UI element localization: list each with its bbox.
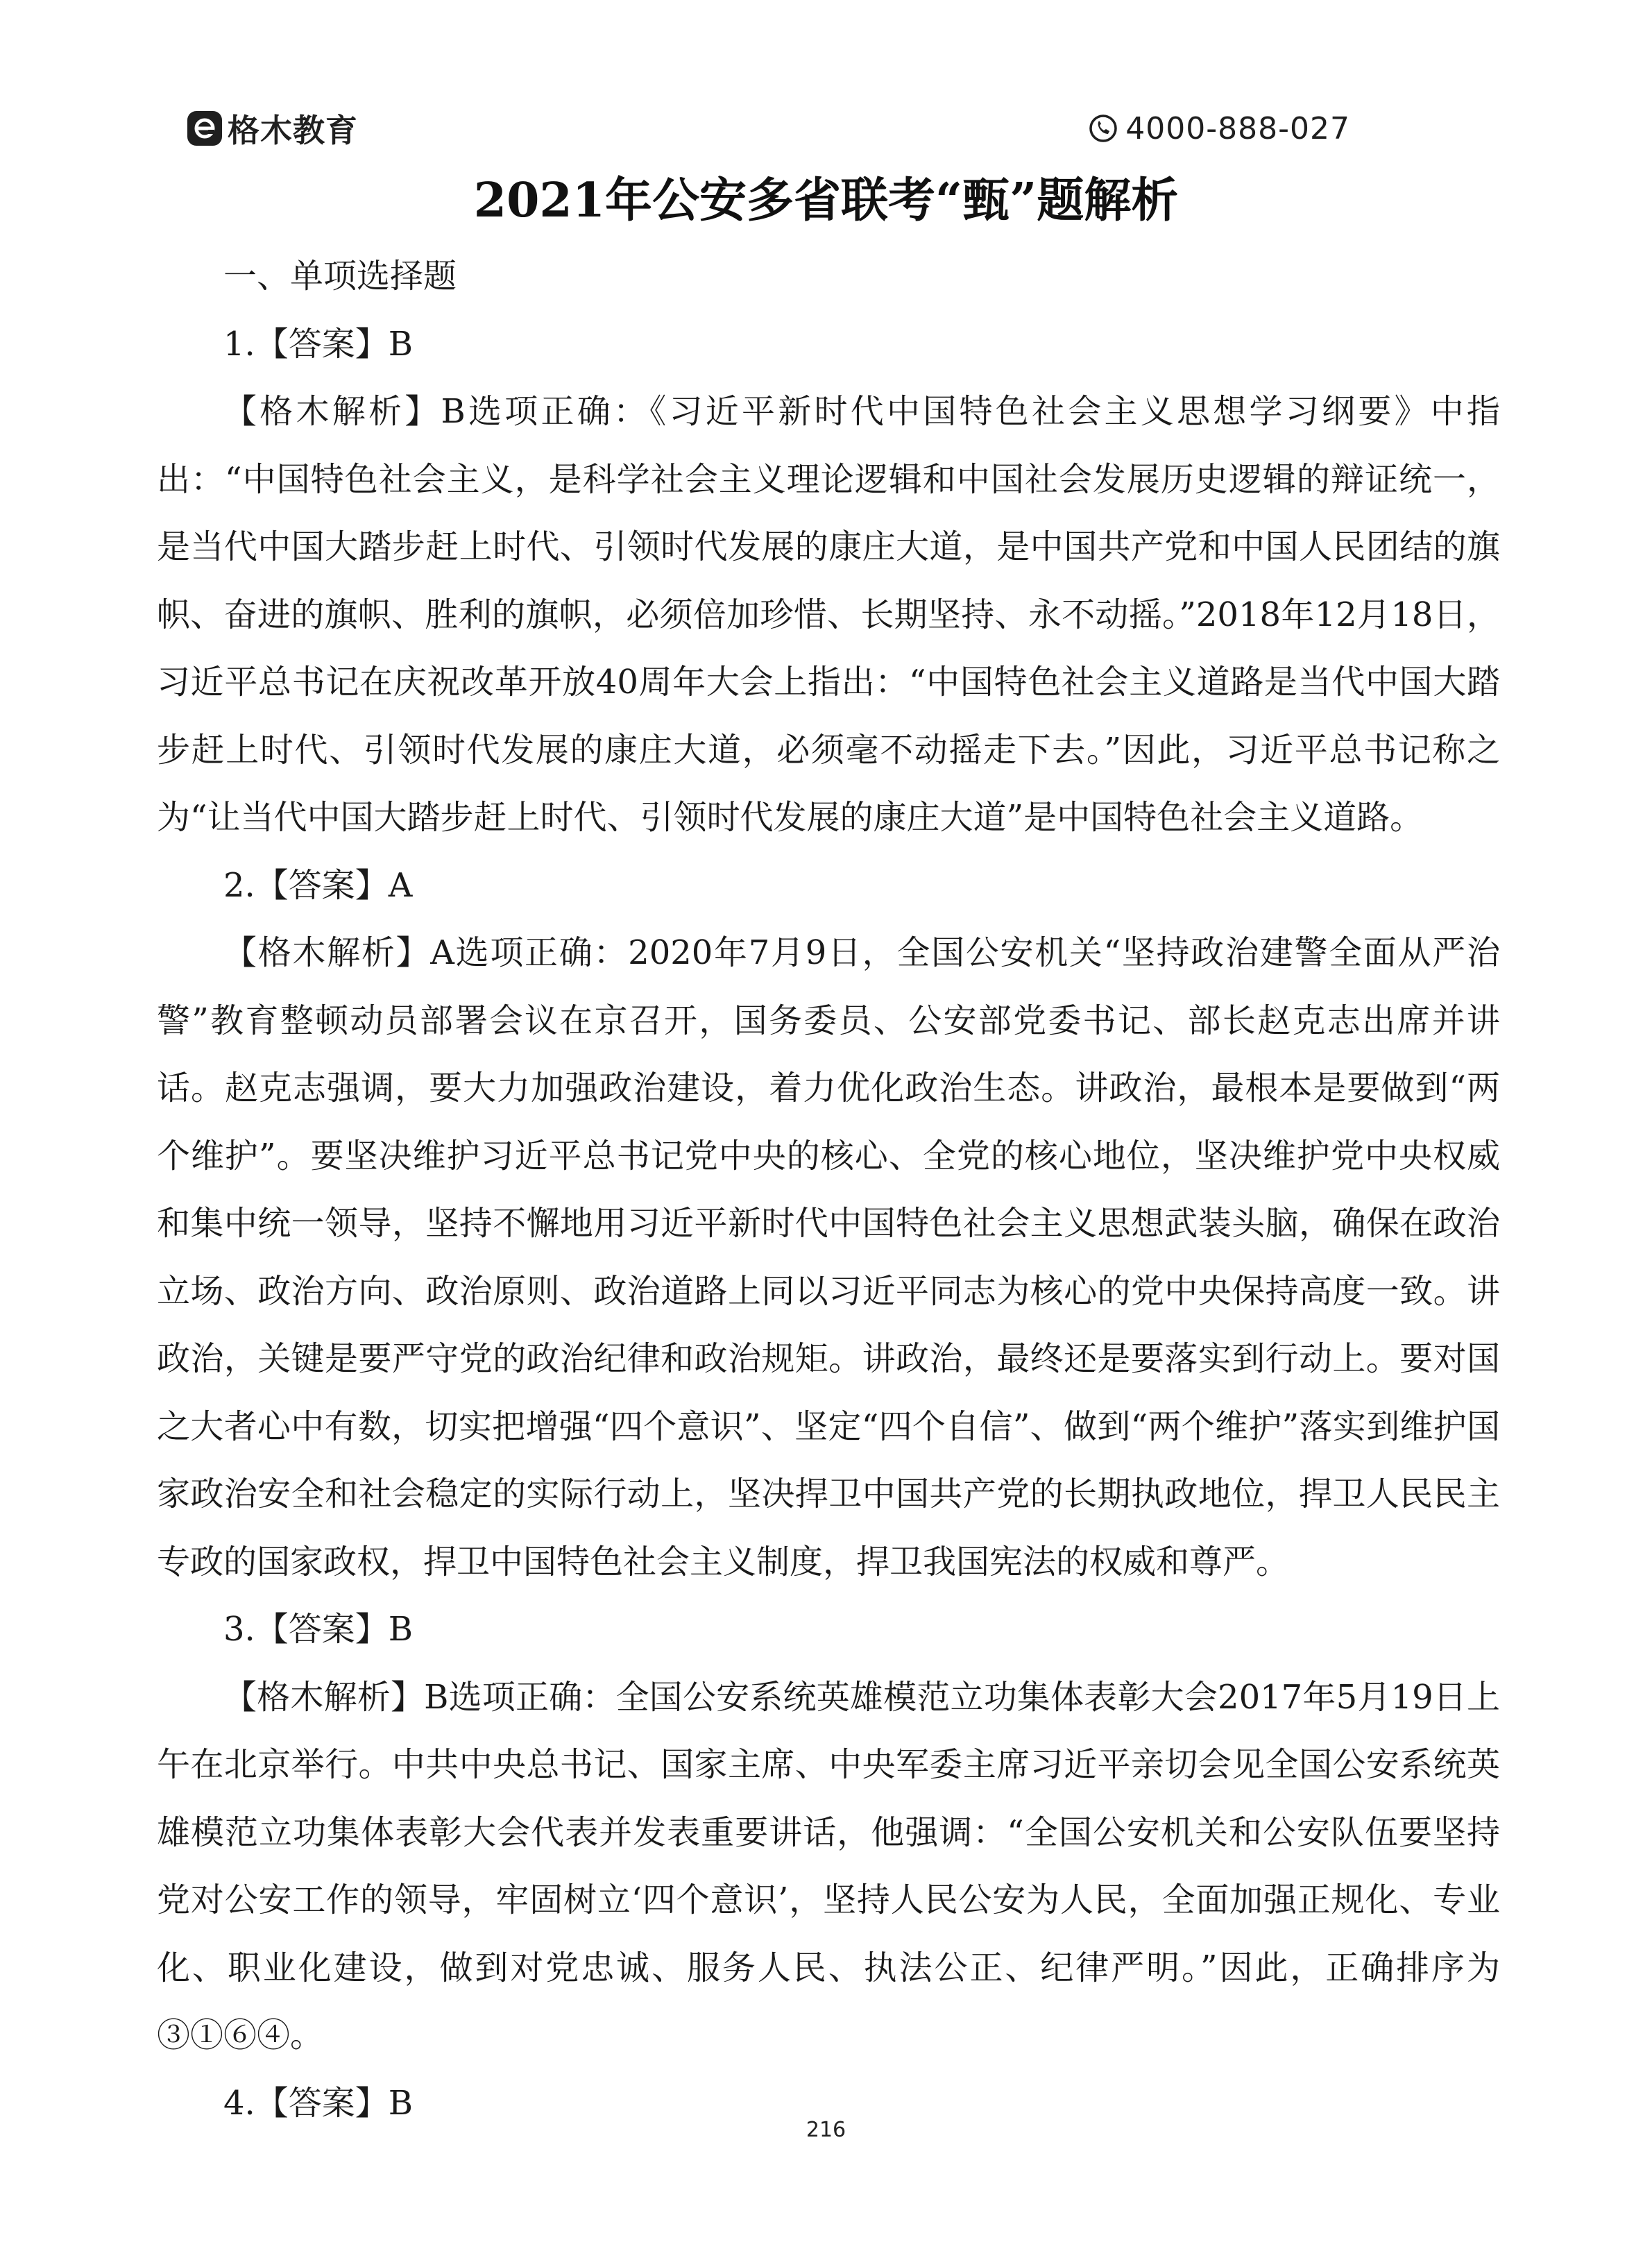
phone-icon	[1088, 113, 1118, 144]
logo-icon	[187, 111, 222, 146]
question-2-explanation: 【格木解析】A选项正确：2020年7月9日，全国公安机关“坚持政治建警全面从严治警”教育整顿动员部署会议在京召开，国务委员、公安部党委书记、部长赵克志出席并讲话。赵克志强调，要大力加强政治建设，着力优化政治生态。讲政治，最根本是要做到“两个维护”。要坚决维护习近平总书记党中央的核心、全党的核心地位，坚决维护党中央权威和集中统一领导，坚持不懈地用习近平新时代中国特色社会主义思想武装头脑，确保在政治立场、政治方向、政治原则、政治道路上同以习近平同志为核心的党中央保持高度一致。讲政治，关键是要严守党的政治纪律和政治规矩。讲政治，最终还是要落实到行动上。要对国之大者心中有数，切实把增强“四个意识”、坚定“四个自信”、做到“两个维护”落实到维护国家政治安全和社会稳定的实际行动上，坚决捍卫中国共产党的长期执政地位，捍卫人民民主专政的国家政权，捍卫中国特色社会主义制度，捍卫我国宪法的权威和尊严。	[157, 933, 1500, 1581]
document-body	[157, 243, 1500, 2137]
brand-logo	[187, 104, 358, 153]
page-header	[187, 104, 1465, 153]
hotline	[1088, 104, 1350, 153]
question-2-answer: 2.【答案】A	[223, 865, 413, 905]
brand-name: 格木教育	[228, 112, 358, 149]
question-1-answer: 1.【答案】B	[223, 324, 414, 364]
question-4-answer: 4.【答案】B	[223, 2083, 414, 2123]
question-1-explanation: 【格木解析】B选项正确：《习近平新时代中国特色社会主义思想学习纲要》中指出：“中国特色社会主义，是科学社会主义理论逻辑和中国社会发展历史逻辑的辩证统一，是当代中国大踏步赶上时代、引领时代发展的康庄大道，是中国共产党和中国人民团结的旗帜、奋进的旗帜、胜利的旗帜，必须倍加珍惜、长期坚持、永不动摇。”2018年12月18日，习近平总书记在庆祝改革开放40周年大会上指出：“中国特色社会主义道路是当代中国大踏步赶上时代、引领时代发展的康庄大道，必须毫不动摇走下去。”因此，习近平总书记称之为“让当代中国大踏步赶上时代、引领时代发展的康庄大道”是中国特色社会主义道路。	[157, 392, 1500, 837]
page-number: 216	[806, 2118, 846, 2142]
document-title: 2021年公安多省联考“甄”题解析	[473, 173, 1179, 228]
hotline-number: 4000-888-027	[1125, 110, 1350, 146]
section-heading: 一、单项选择题	[223, 257, 457, 296]
question-3-explanation: 【格木解析】B选项正确：全国公安系统英雄模范立功集体表彰大会2017年5月19日上午在北京举行。中共中央总书记、国家主席、中央军委主席习近平亲切会见全国公安系统英雄模范立功集体表彰大会代表并发表重要讲话，他强调：“全国公安机关和公安队伍要坚持党对公安工作的领导，牢固树立‘四个意识’，坚持人民公安为人民，全面加强正规化、专业化、职业化建设，做到对党忠诚、服务人民、执法公正、纪律严明。”因此，正确排序为③①⑥④。	[157, 1677, 1500, 2055]
question-3-answer: 3.【答案】B	[223, 1610, 414, 1649]
